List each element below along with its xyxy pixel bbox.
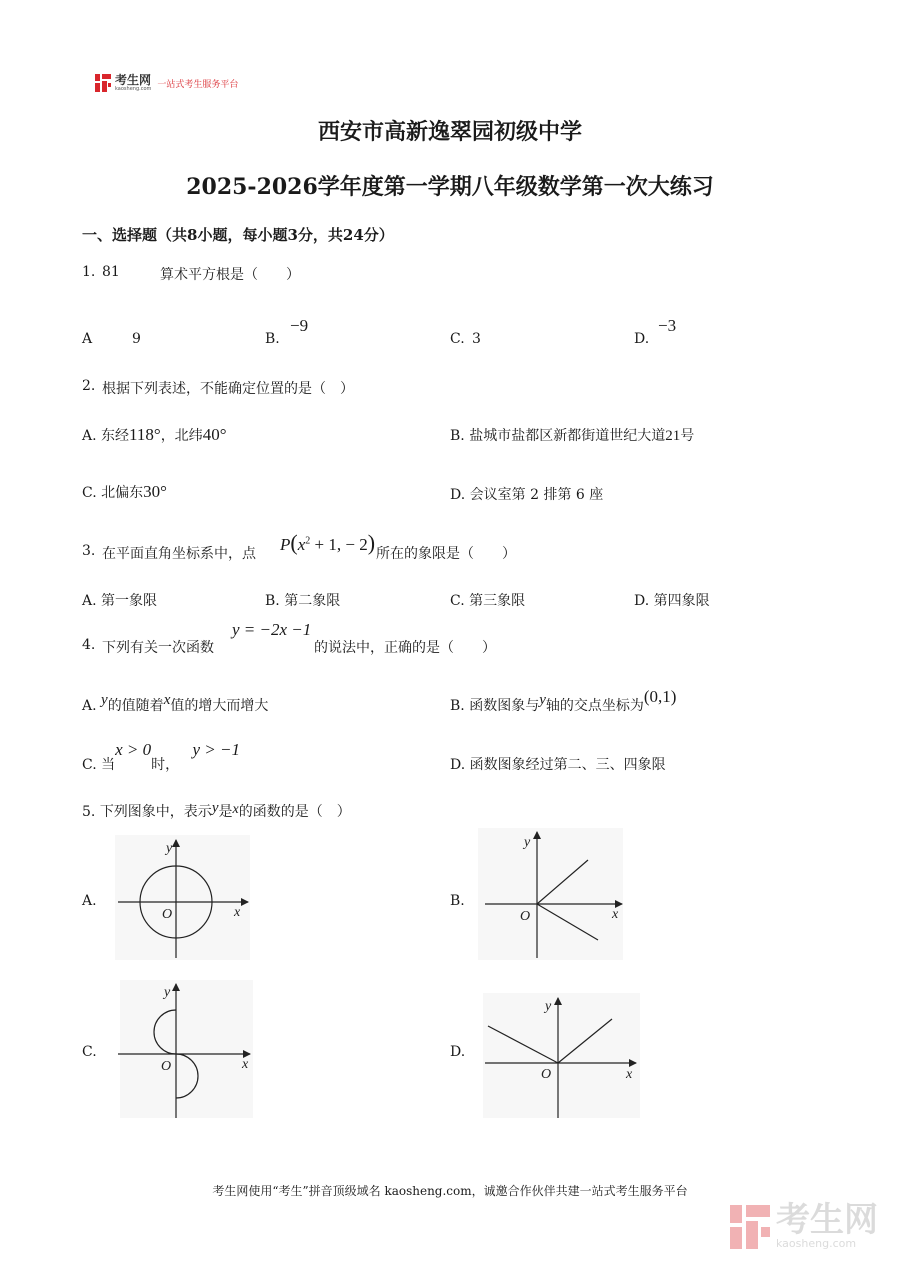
q4-option-c-label: C. [82, 757, 97, 773]
q3-suffix: 所在的象限是（ ） [376, 546, 516, 562]
q3-option-a-text: 第一象限 [101, 593, 158, 609]
watermark-text-group [776, 1200, 878, 1250]
q3-option-a-label: A. [82, 593, 97, 609]
graph-c-bg [120, 980, 253, 1118]
q1-option-b-value: −9 [290, 316, 309, 335]
q2-option-a-longitude: 118° [129, 425, 161, 444]
graph-a-bg [115, 835, 250, 960]
q3-point-name: P [280, 535, 291, 554]
section-heading: 一、选择题（共8小题，每小题3分，共24分） [82, 226, 394, 244]
graph-b-x-label: x [612, 907, 619, 922]
q1-option-b-label: B. [265, 331, 280, 347]
q5-t1: 下列图象中，表示 [99, 804, 212, 820]
q2-text: 根据下列表述，不能确定位置的是（ ） [102, 381, 354, 397]
q2-option-b-number: 21 [665, 428, 681, 444]
q4-option-c-result: y > −1 [192, 740, 241, 759]
q2-number: 2. [82, 378, 96, 394]
q1-option-c-value: 3 [472, 331, 481, 347]
q2-option-d-text: 会议室第 2 排第 6 座 [469, 487, 604, 503]
q3-prefix: 在平面直角坐标系中，点 [102, 546, 256, 562]
q3-left-paren: ( [290, 530, 298, 555]
q2-option-a-latitude: 40° [202, 425, 227, 444]
q2-option-d-label: D. [450, 487, 466, 503]
footer-text: 考生网使用“考生”拼音顶级域名 kaosheng.com，诚邀合作伙伴共建一站式考生服务平台 [212, 1184, 688, 1198]
q3-point-x: x [297, 535, 306, 554]
q1-option-c-label: C. [450, 331, 465, 347]
q4-prefix: 下列有关一次函数 [102, 640, 214, 656]
q1-option-d-value: −3 [658, 316, 677, 335]
q4-option-a-x: x [163, 692, 171, 708]
q5-t3: 的函数的是（ ） [238, 804, 351, 820]
q5-y: y [211, 800, 219, 816]
q1-text: 算术平方根是（ ） [160, 267, 300, 283]
q3-point-rest: + 1, − 2 [310, 535, 368, 554]
graph-b-bg [478, 828, 623, 960]
q4-option-a-y: y [101, 692, 108, 708]
watermark [730, 1200, 878, 1250]
q3-number: 3. [82, 543, 96, 559]
q4-option-d-text: 函数图象经过第二、三、四象限 [469, 757, 666, 773]
q4-option-b-y: y [539, 692, 546, 708]
watermark-sub: kaosheng.com [776, 1237, 857, 1250]
q5-graph-c [118, 980, 253, 1118]
q5-graph-d [483, 993, 640, 1118]
watermark-logo-icon [730, 1205, 770, 1249]
graph-d-bg [483, 993, 640, 1118]
q3-option-c-label: C. [450, 593, 465, 609]
q4-formula: y = −2x −1 [232, 620, 312, 639]
logo-domain: kaosheng.com [115, 85, 152, 92]
q4-option-c-condition: x > 0 [115, 740, 152, 759]
graph-d-origin: O [541, 1067, 552, 1082]
q5-number: 5. [82, 804, 96, 820]
q4-option-a-label: A. [82, 698, 97, 714]
q3-right-paren: ) [367, 530, 376, 555]
graph-c-x-label: x [242, 1057, 249, 1072]
graph-c-origin: O [161, 1059, 172, 1074]
q1-value: 81 [102, 264, 120, 280]
q2-option-b-p2: 号 [680, 428, 695, 444]
watermark-text: 考生网 [776, 1200, 878, 1240]
q4-option-d-label: D. [450, 757, 466, 773]
q1-number: 1. [82, 264, 96, 280]
q2-option-c-p1: 北偏东 [101, 485, 144, 501]
q1-option-d-label: D. [634, 331, 650, 347]
q4-option-c-t1: 当 [101, 757, 116, 773]
graph-c-y-label: y [164, 985, 171, 1000]
q4-option-b-point: (0,1) [643, 687, 677, 706]
q2-option-c-label: C. [82, 485, 97, 501]
q2-option-c-angle: 30° [143, 482, 167, 501]
q5-x: x [232, 802, 239, 817]
q5-option-d-label: D. [450, 1044, 466, 1060]
q2-option-a-p2: ，北纬 [160, 428, 203, 444]
q4-suffix: 的说法中，正确的是（ ） [314, 640, 496, 656]
q3-option-d-text: 第四象限 [653, 593, 710, 609]
graph-a-y-label: y [166, 841, 173, 856]
q4-number: 4. [82, 637, 96, 653]
q5-option-c-label: C. [82, 1044, 97, 1060]
graph-d-y-label: y [545, 999, 552, 1014]
q1-option-a-value: 9 [132, 331, 141, 347]
graph-d-x-label: x [626, 1067, 633, 1082]
q4-option-b-t1: 函数图象与 [469, 698, 540, 714]
q5-option-a-label: A. [82, 893, 97, 909]
q4-option-b-label: B. [450, 698, 465, 714]
graph-a-origin: O [162, 907, 173, 922]
graph-b-origin: O [520, 909, 531, 924]
q1-option-a-label: A [82, 331, 93, 347]
q4-option-a-t2: 值的增大而增大 [170, 698, 269, 714]
q5-t2: 是 [218, 804, 233, 820]
q3-option-c-text: 第三象限 [469, 593, 526, 609]
q3-option-b-label: B. [265, 593, 280, 609]
q2-option-b-label: B. [450, 428, 465, 444]
graph-b-y-label: y [524, 835, 531, 850]
q4-option-a-t1: 的值随着 [107, 698, 164, 714]
q2-option-b-p1: 盐城市盐都区新都街道世纪大道 [469, 428, 666, 444]
q5-graph-a [115, 835, 250, 960]
graph-a-x-label: x [234, 905, 241, 920]
q3-point-exponent: 2 [305, 535, 311, 547]
q2-option-a-p1: 东经 [101, 428, 130, 444]
q5-graph-b [478, 828, 623, 960]
q4-option-c-t2: 时， [151, 757, 180, 773]
logo-slogan: 一站式考生服务平台 [157, 79, 239, 90]
q5-option-b-label: B. [450, 893, 465, 909]
q3-option-d-label: D. [634, 593, 650, 609]
logo-brand: 考生网 [115, 72, 152, 87]
q4-option-b-t2: 轴的交点坐标为 [545, 698, 644, 714]
q3-option-b-text: 第二象限 [284, 593, 341, 609]
school-title: 西安市高新逸翠园初级中学 [317, 119, 582, 145]
q2-option-a-label: A. [82, 428, 97, 444]
exam-title: 2025-2026学年度第一学期八年级数学第一次大练习 [186, 174, 714, 200]
